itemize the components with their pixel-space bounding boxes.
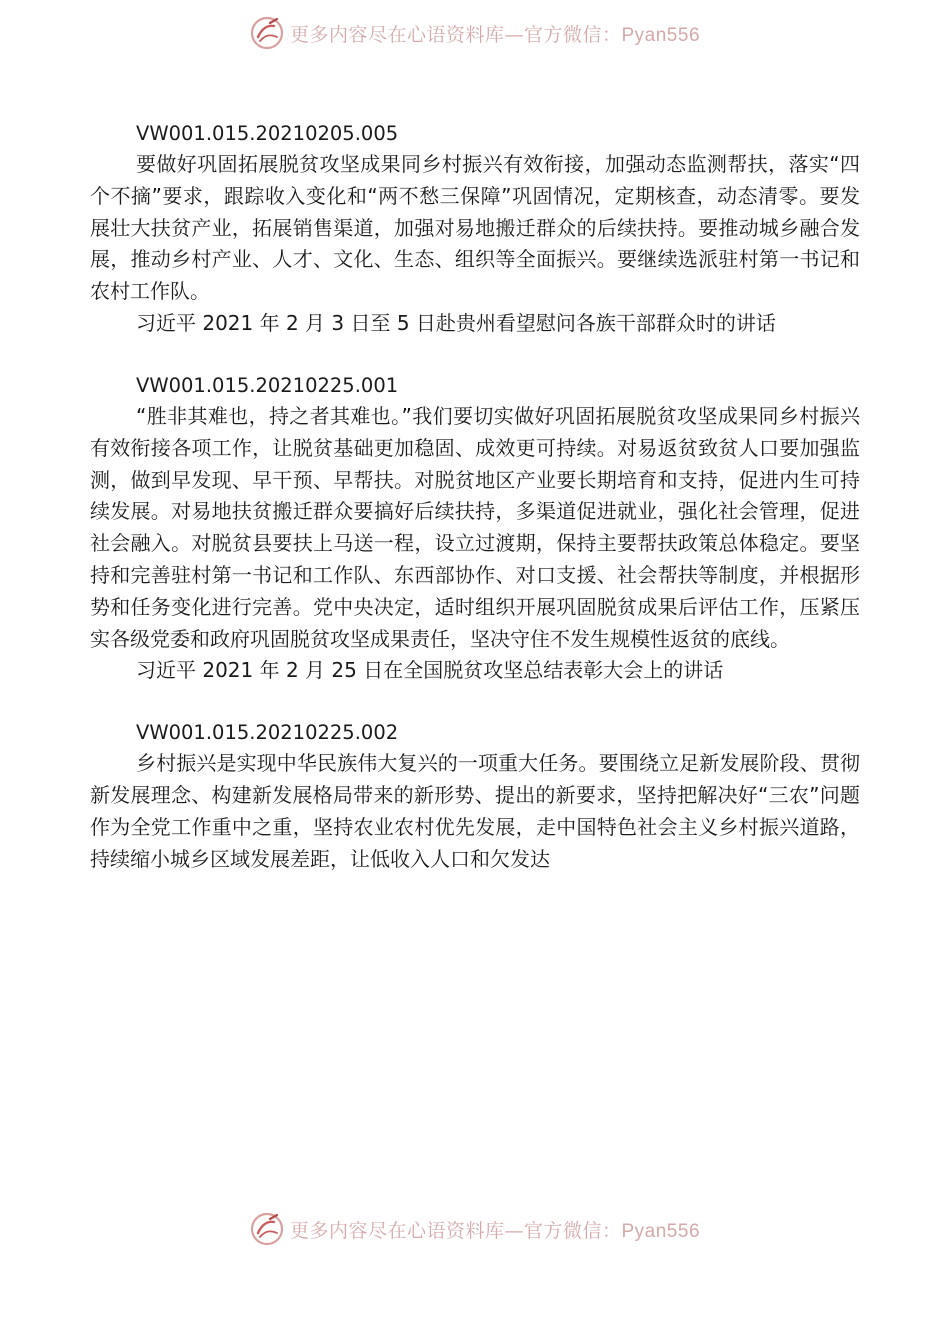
entry-id: VW001.015.20210225.002: [136, 721, 399, 745]
signature-pen-logo-icon: [250, 1212, 284, 1246]
watermark-text: 更多内容尽在心语资料库—官方微信：Pyan556: [289, 23, 701, 46]
watermark-handle: Pyan556: [621, 1220, 701, 1242]
signature-pen-logo-icon: [250, 16, 284, 50]
document-body: [90, 118, 860, 907]
quote-entry: [90, 717, 860, 875]
watermark-handle: Pyan556: [621, 24, 701, 46]
entry-body: 要做好巩固拓展脱贫攻坚成果同乡村振兴有效衔接，加强动态监测帮扶，落实“四个不摘”要求，跟踪收入变化和“两不愁三保障”巩固情况，定期核查，动态清零。要发展壮大扶贫产业，拓展销售渠道，加强对易地搬迁群众的后续扶持。要推动城乡融合发展，推动乡村产业、人才、文化、生态、组织等全面振兴。要继续选派驻村第一书记和农村工作队。: [90, 152, 860, 304]
entry-id: VW001.015.20210225.001: [136, 373, 399, 397]
entry-source: 习近平 2021 年 2 月 25 日在全国脱贫攻坚总结表彰大会上的讲话: [136, 658, 724, 683]
entry-source: 习近平 2021 年 2 月 3 日至 5 日赴贵州看望慰问各族干部群众时的讲话: [136, 310, 776, 335]
watermark-text: 更多内容尽在心语资料库—官方微信：Pyan556: [289, 1219, 701, 1242]
entry-body: “胜非其难也，持之者其难也。”我们要切实做好巩固拓展脱贫攻坚成果同乡村振兴有效衔接各项工作，让脱贫基础更加稳固、成效更可持续。对易返贫致贫人口要加强监测，做到早发现、早干预、早帮扶。对脱贫地区产业要长期培育和支持，促进内生可持续发展。对易地扶贫搬迁群众要搞好后续扶持，多渠道促进就业，强化社会管理，促进社会融入。对脱贫县要扶上马送一程，设立过渡期，保持主要帮扶政策总体稳定。要坚持和完善驻村第一书记和工作队、东西部协作、对口支援、社会帮扶等制度，并根据形势和任务变化进行完善。党中央决定，适时组织开展巩固脱贫成果后评估工作，压紧压实各级党委和政府巩固脱贫攻坚成果责任，坚决守住不发生规模性返贫的底线。: [90, 403, 860, 651]
entry-id: VW001.015.20210205.005: [136, 122, 399, 145]
entry-body: 乡村振兴是实现中华民族伟大复兴的一项重大任务。要围绕立足新发展阶段、贯彻新发展理念、构建新发展格局带来的新形势、提出的新要求，坚持把解决好“三农”问题作为全党工作重中之重，坚持农业农村优先发展，走中国特色社会主义乡村振兴道路，持续缩小城乡区域发展差距，让低收入人口和欠发达: [90, 751, 860, 871]
quote-entry: [90, 118, 860, 339]
quote-entry: [90, 370, 860, 686]
footer-watermark: [0, 1212, 950, 1246]
header-watermark: [0, 16, 950, 50]
